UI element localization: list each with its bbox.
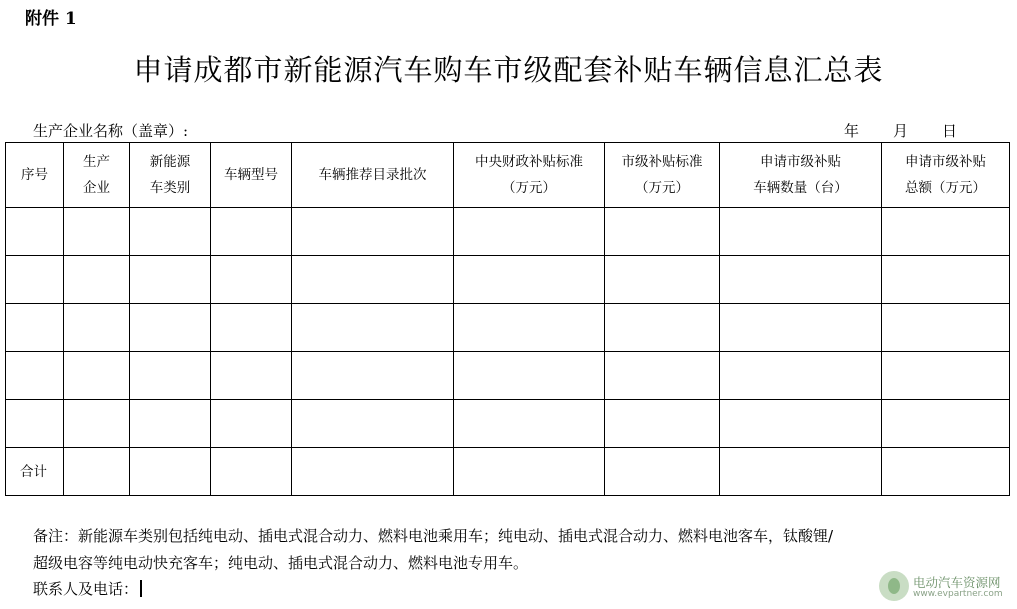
table-cell: [454, 352, 605, 400]
company-name-label: 生产企业名称（盖章）:: [33, 122, 189, 140]
contact-line: [33, 578, 142, 599]
column-header-9: [882, 143, 1010, 208]
column-header-text: 车类别: [149, 180, 191, 196]
contact-label: 联系人及电话：: [33, 580, 139, 598]
column-header-text: 车辆数量（台）: [753, 180, 848, 196]
table-cell: [211, 304, 292, 352]
table-cell: [605, 352, 720, 400]
table-cell: [130, 448, 211, 496]
column-header-7: [605, 143, 720, 208]
table-cell: [605, 448, 720, 496]
column-header-text: 生产: [83, 154, 110, 170]
text-cursor: [140, 580, 142, 597]
column-header-3: [130, 143, 211, 208]
column-header-2: [64, 143, 130, 208]
table-cell: [720, 208, 882, 256]
table-cell: [64, 448, 130, 496]
table-cell: [64, 208, 130, 256]
table-row: [6, 304, 1010, 352]
attachment-label: 附件 1: [25, 9, 77, 29]
column-header-text: 序号: [21, 167, 48, 183]
watermark-name: 电动汽车资源网: [913, 575, 1001, 590]
table-cell: [882, 400, 1010, 448]
table-cell: [211, 208, 292, 256]
column-header-text: 车辆型号: [224, 167, 278, 183]
table-cell: [6, 304, 64, 352]
table-cell: [882, 208, 1010, 256]
table-row: [6, 400, 1010, 448]
column-header-text: 申请市级补贴: [905, 154, 986, 170]
column-header-text: 申请市级补贴: [760, 154, 841, 170]
table-cell: [882, 256, 1010, 304]
table-cell: [130, 256, 211, 304]
table-cell: [292, 400, 454, 448]
table-cell: [454, 208, 605, 256]
leaf-logo-icon: [879, 571, 909, 601]
column-header-4: [211, 143, 292, 208]
table-cell: [64, 352, 130, 400]
table-cell: [882, 352, 1010, 400]
table-cell: [720, 352, 882, 400]
table-cell: [211, 256, 292, 304]
column-header-text: （万元）: [502, 180, 556, 196]
table-cell: [130, 208, 211, 256]
table-cell: [6, 208, 64, 256]
table-cell: [882, 448, 1010, 496]
table-cell: [130, 304, 211, 352]
total-row: [6, 448, 1010, 496]
table-cell: [292, 448, 454, 496]
column-header-text: 车辆推荐目录批次: [318, 167, 427, 183]
column-header-text: 新能源: [149, 154, 191, 170]
table-cell: [454, 448, 605, 496]
date-day: 日: [942, 122, 958, 140]
date-month: 月: [893, 122, 909, 140]
watermark: [879, 569, 1011, 603]
table-cell: [6, 400, 64, 448]
table-cell: [292, 256, 454, 304]
table-cell: [454, 400, 605, 448]
table-cell: [64, 400, 130, 448]
table-cell: [605, 400, 720, 448]
table-cell: [605, 208, 720, 256]
table-cell: [454, 304, 605, 352]
table-cell: [882, 304, 1010, 352]
table-row: [6, 208, 1010, 256]
watermark-url: www.evpartner.com: [913, 589, 1003, 599]
table-cell: [130, 400, 211, 448]
remarks-line-1: 备注：新能源车类别包括纯电动、插电式混合动力、燃料电池乘用车；纯电动、插电式混合动力、燃料电池客车，钛酸锂/: [33, 527, 834, 545]
remarks-line-2: 超级电容等纯电动快充客车；纯电动、插电式混合动力、燃料电池专用车。: [33, 554, 529, 572]
table-cell: [130, 352, 211, 400]
vehicle-info-table: [5, 142, 1010, 496]
table-cell: [605, 256, 720, 304]
table-cell: [6, 256, 64, 304]
table-cell: [6, 352, 64, 400]
column-header-text: （万元）: [635, 180, 689, 196]
column-header-8: [720, 143, 882, 208]
table-cell: [292, 304, 454, 352]
table-header-row: [6, 143, 1010, 208]
date-year: 年: [844, 122, 860, 140]
table-cell: [720, 304, 882, 352]
date-line: [844, 120, 957, 141]
table-cell: [720, 448, 882, 496]
table-cell: [720, 256, 882, 304]
remarks: [33, 523, 993, 577]
column-header-text: 总额（万元）: [905, 180, 986, 196]
table-cell: [64, 304, 130, 352]
table-cell: [292, 352, 454, 400]
page-title: 申请成都市新能源汽车购车市级配套补贴车辆信息汇总表: [133, 53, 884, 87]
table-cell: [64, 256, 130, 304]
table-cell: [292, 208, 454, 256]
table-cell: [211, 448, 292, 496]
column-header-text: 市级补贴标准: [621, 154, 703, 170]
table-cell: [211, 352, 292, 400]
table-row: [6, 352, 1010, 400]
column-header-text: 企业: [83, 180, 110, 196]
column-header-text: 中央财政补贴标准: [475, 154, 583, 170]
column-header-6: [454, 143, 605, 208]
column-header-1: [6, 143, 64, 208]
table-cell: [454, 256, 605, 304]
column-header-5: [292, 143, 454, 208]
table-row: [6, 256, 1010, 304]
table-cell: [720, 400, 882, 448]
table-cell: [211, 400, 292, 448]
table-cell: [605, 304, 720, 352]
total-label: 合计: [6, 448, 64, 496]
